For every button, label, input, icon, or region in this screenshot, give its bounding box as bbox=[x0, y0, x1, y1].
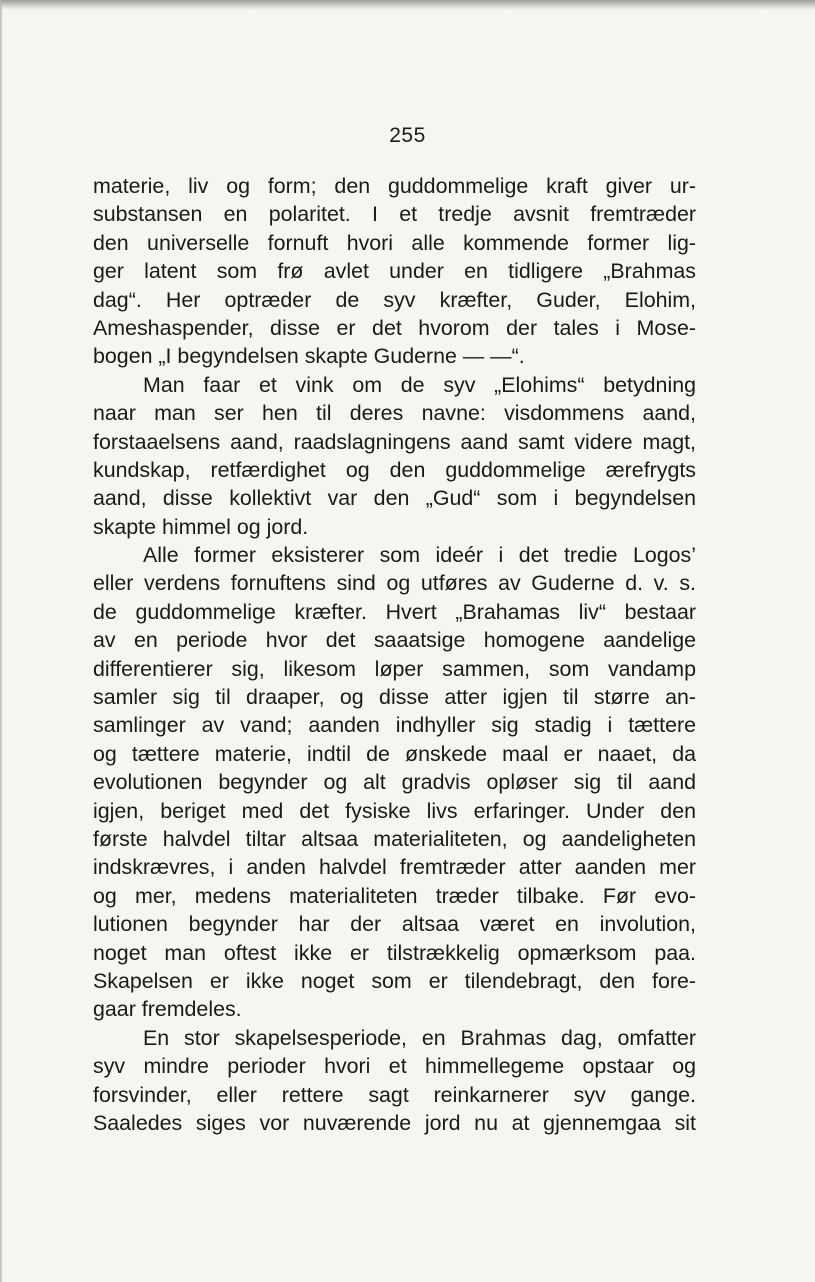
text-line: syv mindre perioder hvori et himmellegeme opstaar og bbox=[93, 1054, 696, 1079]
text-line: aand, disse kollektivt var den „Gud“ som i begyndelsen bbox=[93, 486, 696, 511]
text-line: samler sig til draaper, og disse atter igjen til større an- bbox=[93, 685, 696, 710]
text-line: naar man ser hen til deres navne: visdommens aand, bbox=[93, 401, 696, 426]
text-line: samlinger av vand; aanden indhyller sig stadig i tættere bbox=[93, 713, 696, 738]
text-line: bogen „I begyndelsen skapte Guderne — —“. bbox=[93, 344, 525, 369]
text-line: og tættere materie, indtil de ønskede maal er naaet, da bbox=[93, 741, 696, 766]
page-top-edge bbox=[0, 0, 815, 10]
text-line: Saaledes siges vor nuværende jord nu at gjennemgaa sit bbox=[93, 1110, 696, 1135]
page-number: 255 bbox=[389, 124, 426, 147]
text-line: forsvinder, eller rettere sagt reinkarnerer syv gange. bbox=[93, 1082, 696, 1107]
text-line: første halvdel tiltar altsaa materialiteten, og aandeligheten bbox=[93, 826, 696, 851]
text-line: Man faar et vink om de syv „Elohims“ betydning bbox=[143, 372, 696, 397]
text-line: Skapelsen er ikke noget som er tilendebragt, den fore- bbox=[93, 968, 696, 993]
text-line: av en periode hvor det saaatsige homogene aandelige bbox=[93, 628, 696, 653]
text-line: skapte himmel og jord. bbox=[93, 514, 309, 539]
text-line: En stor skapelsesperiode, en Brahmas dag, omfatter bbox=[143, 1025, 696, 1050]
text-line: og mer, medens materialiteten træder tilbake. Før evo- bbox=[93, 883, 696, 908]
text-line: gaar fremdeles. bbox=[93, 997, 242, 1022]
text-line: Ameshaspender, disse er det hvorom der tales i Mose- bbox=[93, 315, 696, 340]
text-line: kundskap, retfærdighet og den guddommelige ærefrygts bbox=[93, 457, 696, 482]
text-line: evolutionen begynder og alt gradvis opløser sig til aand bbox=[93, 770, 696, 795]
text-line: ger latent som frø avlet under en tidligere „Brahmas bbox=[93, 259, 696, 284]
text-line: igjen, beriget med det fysiske livs erfaringer. Under den bbox=[93, 798, 696, 823]
text-line: noget man oftest ikke er tilstrækkelig opmærksom paa. bbox=[93, 940, 696, 965]
text-line: de guddommelige kræfter. Hvert „Brahamas liv“ bestaar bbox=[93, 599, 696, 624]
text-line: den universelle fornuft hvori alle kommende former lig- bbox=[93, 230, 696, 255]
text-line: Alle former eksisterer som ideér i det tredie Logos’ bbox=[143, 543, 696, 568]
text-line: indskrævres, i anden halvdel fremtræder atter aanden mer bbox=[93, 855, 696, 880]
text-line: forstaaelsens aand, raadslagningens aand samt videre magt, bbox=[93, 429, 696, 454]
text-line: materie, liv og form; den guddommelige kraft giver ur- bbox=[93, 174, 696, 198]
text-line: eller verdens fornuftens sind og utføres av Guderne d. v. s. bbox=[93, 571, 696, 596]
text-line: differentierer sig, likesom løper sammen, som vandamp bbox=[93, 656, 696, 681]
body-text bbox=[93, 172, 696, 1137]
text-line: lutionen begynder har der altsaa været en involution, bbox=[93, 912, 696, 937]
text-line: substansen en polaritet. I et tredje avsnit fremtræder bbox=[93, 202, 696, 227]
text-line: dag“. Her optræder de syv kræfter, Guder, Elohim, bbox=[93, 287, 696, 312]
page-left-edge bbox=[0, 0, 3, 1282]
